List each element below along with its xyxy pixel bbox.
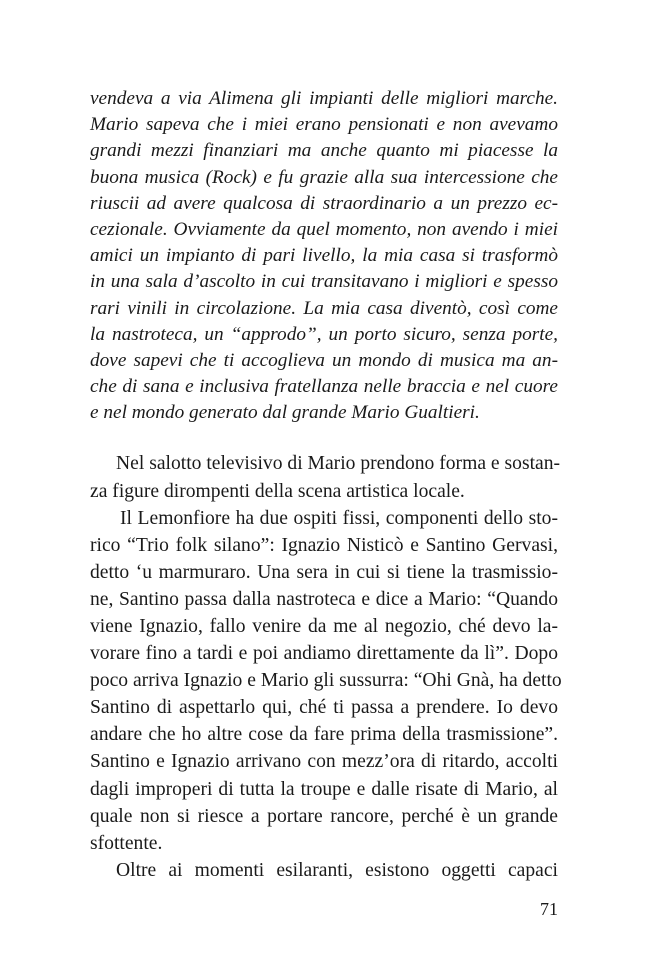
text-line: Santino e Ignazio arrivano con mezz’ora di ritardo, accolti: [90, 751, 558, 773]
paragraph: [90, 450, 561, 504]
text-line: viene Ignazio, fallo venire da me al negozio, ché devo la-: [90, 616, 558, 637]
text-line: e nel mondo generato dal grande Mario Gualtieri.: [90, 402, 480, 424]
text-line: poco arriva Ignazio e Mario gli sussurra: “Ohi Gnà, ha detto: [90, 670, 562, 692]
text-line: Mario sapeva che i miei erano pensionati e non avevamo: [90, 114, 558, 136]
section-gap: [90, 426, 558, 450]
page-number: 71: [540, 899, 558, 919]
text-line: grandi mezzi finanziari ma anche quanto mi piacesse la: [90, 140, 558, 162]
paragraph: [90, 505, 562, 857]
text-line: Nel salotto televisivo di Mario prendono forma e sostan-: [116, 453, 561, 475]
text-line: za figure dirompenti della scena artistica locale.: [90, 480, 465, 502]
text-line: che di sana e inclusiva fratellanza nelle braccia e nel cuore: [90, 376, 558, 398]
text-line: Oltre ai momenti esilaranti, esistono oggetti capaci: [116, 859, 558, 881]
text-line: Il Lemonfiore ha due ospiti fissi, componenti dello sto-: [120, 507, 558, 529]
text-line: cezionale. Ovviamente da quel momento, non avendo i miei: [90, 218, 558, 240]
text-line: la nastroteca, un “approdo”, un porto sicuro, senza porte,: [90, 323, 558, 345]
text-line: dagli improperi di tutta la troupe e dalle risate di Mario, al: [90, 778, 558, 800]
text-line: vorare fino a tardi e poi andiamo direttamente da lì”. Dopo: [90, 643, 558, 665]
text-line: quale non si riesce a portare rancore, perché è un grande: [90, 805, 558, 827]
text-line: riuscii ad avere qualcosa di straordinario a un prezzo ec-: [90, 192, 558, 214]
text-line: andare che ho altre cose da fare prima della trasmissione”.: [90, 724, 558, 746]
text-line: in una sala d’ascolto in cui transitavano i migliori e spesso: [90, 271, 558, 293]
text-line: amici un impianto di pari livello, la mia casa si trasformò: [90, 245, 558, 267]
body-text-block: [90, 450, 562, 884]
text-line: detto ‘u marmuraro. Una sera in cui si tiene la trasmissio-: [90, 561, 558, 583]
text-line: vendeva a via Alimena gli impianti delle migliori marche.: [90, 88, 558, 109]
paragraph: [90, 857, 558, 884]
text-line: rico “Trio folk silano”: Ignazio Nisticò e Santino Gervasi,: [90, 534, 558, 556]
text-line: buona musica (Rock) e fu grazie alla sua intercessione che: [90, 166, 558, 188]
text-line: Santino di aspettarlo qui, ché ti passa a prendere. Io devo: [90, 697, 558, 719]
text-line: sfottente.: [90, 832, 163, 854]
book-page: [90, 86, 562, 884]
text-line: rari vinili in circolazione. La mia casa diventò, così come: [90, 297, 558, 319]
text-line: dove sapevi che ti accoglieva un mondo di musica ma an-: [90, 349, 558, 371]
text-line: ne, Santino passa dalla nastroteca e dice a Mario: “Quando: [90, 588, 558, 610]
italic-quote-block: [90, 86, 558, 426]
